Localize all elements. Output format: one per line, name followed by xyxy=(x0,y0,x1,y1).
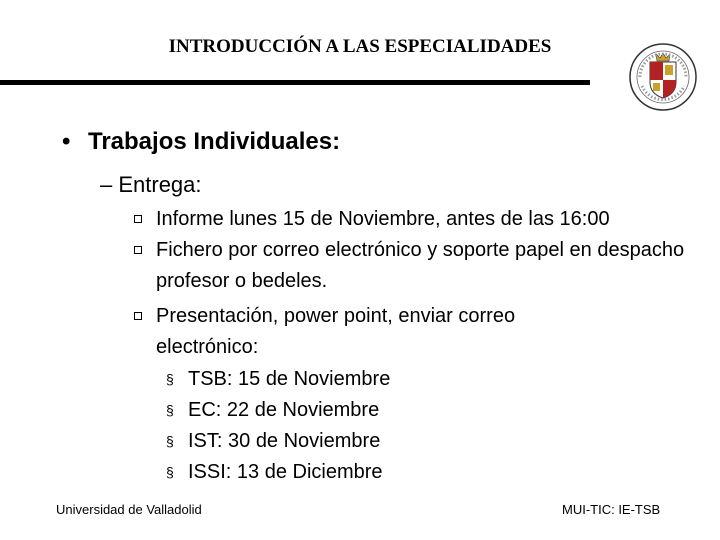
sub-list-item-text: ISSI: 13 de Diciembre xyxy=(188,461,383,483)
checkbox-bullet-icon xyxy=(134,215,142,223)
checkbox-bullet-icon xyxy=(134,246,142,254)
section-sign-bullet: § xyxy=(166,464,174,480)
sub-list-item-text: TSB: 15 de Noviembre xyxy=(188,368,391,390)
section-sign-bullet: § xyxy=(166,433,174,449)
footer-institution: Universidad de Valladolid xyxy=(56,502,202,517)
list-item-text: Presentación, power point, enviar correo electrónico: xyxy=(156,305,516,358)
footer-course-code: MUI-TIC: IE-TSB xyxy=(562,502,661,517)
checkbox-bullet-icon xyxy=(134,312,142,320)
subheading: – Entrega: xyxy=(100,172,202,197)
section-heading: Trabajos Individuales: xyxy=(88,128,341,155)
sub-list-item-text: IST: 30 de Noviembre xyxy=(188,430,381,452)
slide-title: INTRODUCCIÓN A LAS ESPECIALIDADES xyxy=(168,36,552,57)
bullet-dot: • xyxy=(62,128,71,155)
section-sign-bullet: § xyxy=(166,371,174,387)
heading-bullet-item xyxy=(62,128,340,156)
list-item-text: Fichero por correo electrónico y soporte papel en despacho profesor o bedeles. xyxy=(156,239,685,292)
list-item-text: Informe lunes 15 de Noviembre, antes de las 16:00 xyxy=(156,208,610,230)
section-sign-bullet: § xyxy=(166,402,174,418)
sub-list-item-text: EC: 22 de Noviembre xyxy=(188,399,380,421)
